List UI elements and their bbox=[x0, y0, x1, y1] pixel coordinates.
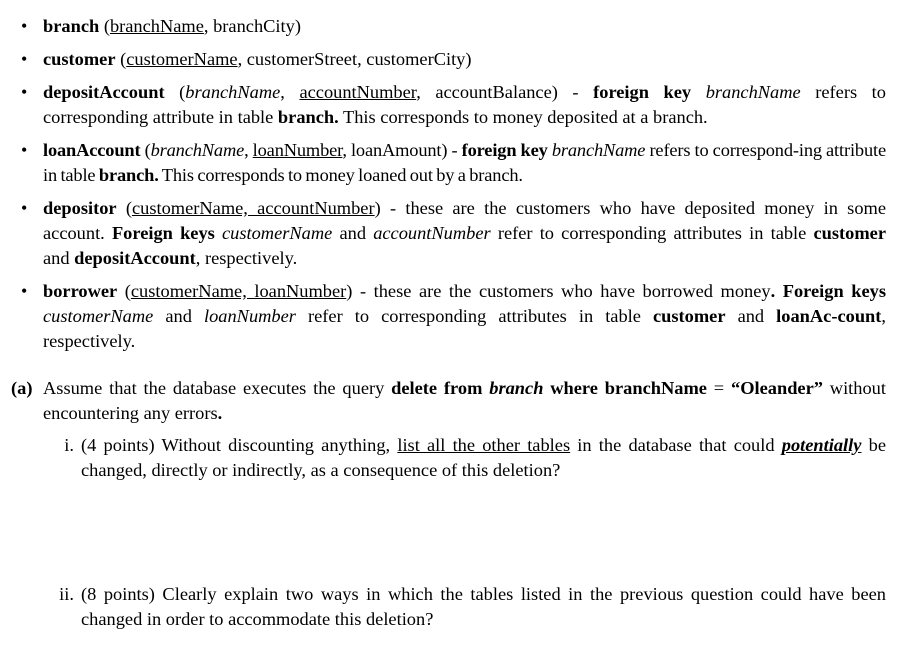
list-item: • borrower (customerName, loanNumber) - these are the customers who have borrowed money. Foreign keys customerName and loanNumber refer to corresponding attributes in table customer and loanAc-count, respectively. bbox=[21, 281, 887, 351]
foreign-key-attribute: loanNumber bbox=[203, 306, 296, 326]
schema-list bbox=[0, 14, 919, 362]
list-item: • branch (branchName, branchCity) bbox=[0, 14, 919, 39]
bullet-icon: • bbox=[21, 16, 28, 36]
list-item: • loanAccount (branchName, loanNumber, loanAmount) - foreign key branchName refers to correspond-ing attribute in table branch. This corresponds to money loaned out by a branch. bbox=[21, 140, 886, 185]
question-a-i: i. (4 points) Without discounting anything, list all the other tables in the database that could potentially be changed, directly or indirectly, as a consequence of this deletion? bbox=[64, 435, 886, 480]
table-name: loanAccount bbox=[43, 140, 141, 160]
primary-key: customerName bbox=[126, 49, 238, 69]
primary-key: branchName bbox=[109, 16, 204, 36]
referenced-table: customer bbox=[813, 223, 886, 243]
table-name: depositAccount bbox=[43, 82, 165, 102]
primary-key: accountNumber bbox=[299, 82, 417, 102]
list-item: • depositAccount (branchName, accountNumber, accountBalance) - foreign key branchName refers to corresponding attribute in table branch. This corresponds to money deposited at a branch. bbox=[21, 82, 886, 127]
foreign-key-label: foreign key bbox=[593, 82, 692, 102]
list-item: • depositor (customerName, accountNumber) - these are the customers who have deposited money in some account. Foreign keys customerName and accountNumber refer to corresponding attributes in table customer and depositAccount, respectively. bbox=[21, 198, 886, 268]
list-item: • customer (customerName, customerStreet, customerCity) bbox=[0, 47, 919, 72]
foreign-key-attribute: customerName bbox=[43, 306, 154, 326]
foreign-key-label: Foreign keys bbox=[111, 223, 215, 243]
foreign-key-attribute: branchName bbox=[551, 140, 646, 160]
bullet-icon: • bbox=[21, 49, 28, 69]
foreign-key-attribute: accountNumber bbox=[373, 223, 491, 243]
subquestion-label: ii. bbox=[59, 584, 74, 604]
foreign-key-attribute: customerName bbox=[221, 223, 333, 243]
referenced-table: depositAccount bbox=[74, 248, 196, 268]
query-value: “Oleander” bbox=[731, 378, 823, 398]
foreign-key-label: . Foreign keys bbox=[770, 281, 886, 301]
emphasis-potentially: potentially bbox=[781, 435, 862, 455]
referenced-table: branch. bbox=[277, 107, 339, 127]
question-a-text: (a) Assume that the database executes the query delete from branch where branchName = “Oleander” without encountering any errors. bbox=[11, 378, 886, 423]
table-name: customer bbox=[43, 49, 116, 69]
query-table: branch bbox=[489, 378, 544, 398]
table-name: branch bbox=[43, 16, 100, 36]
attribute: branchName bbox=[150, 140, 245, 160]
bullet-icon: • bbox=[21, 140, 28, 160]
primary-key: customerName, accountNumber bbox=[131, 198, 375, 218]
bullet-icon: • bbox=[21, 281, 28, 301]
emphasis-underline: list all the other tables bbox=[397, 435, 571, 455]
bullet-icon: • bbox=[21, 82, 28, 102]
question-a bbox=[0, 376, 919, 629]
query-keyword: where branchName bbox=[543, 378, 707, 398]
bullet-icon: • bbox=[21, 198, 28, 218]
foreign-key-attribute: branchName bbox=[705, 82, 801, 102]
primary-key: loanNumber bbox=[252, 140, 343, 160]
table-name: borrower bbox=[43, 281, 118, 301]
referenced-table: loanAc-count bbox=[776, 306, 882, 326]
table-name: depositor bbox=[43, 198, 117, 218]
subquestion-label: i. bbox=[64, 435, 74, 455]
question-label: (a) bbox=[11, 378, 33, 398]
referenced-table: customer bbox=[653, 306, 726, 326]
referenced-table: branch. bbox=[98, 165, 159, 185]
attribute: branchName bbox=[185, 82, 281, 102]
primary-key: customerName, loanNumber bbox=[130, 281, 347, 301]
query-keyword: delete from bbox=[391, 378, 490, 398]
question-a-ii: ii. (8 points) Clearly explain two ways in which the tables listed in the previous question could have been changed in order to accommodate this deletion? bbox=[59, 584, 886, 629]
foreign-key-label: foreign key bbox=[461, 140, 548, 160]
